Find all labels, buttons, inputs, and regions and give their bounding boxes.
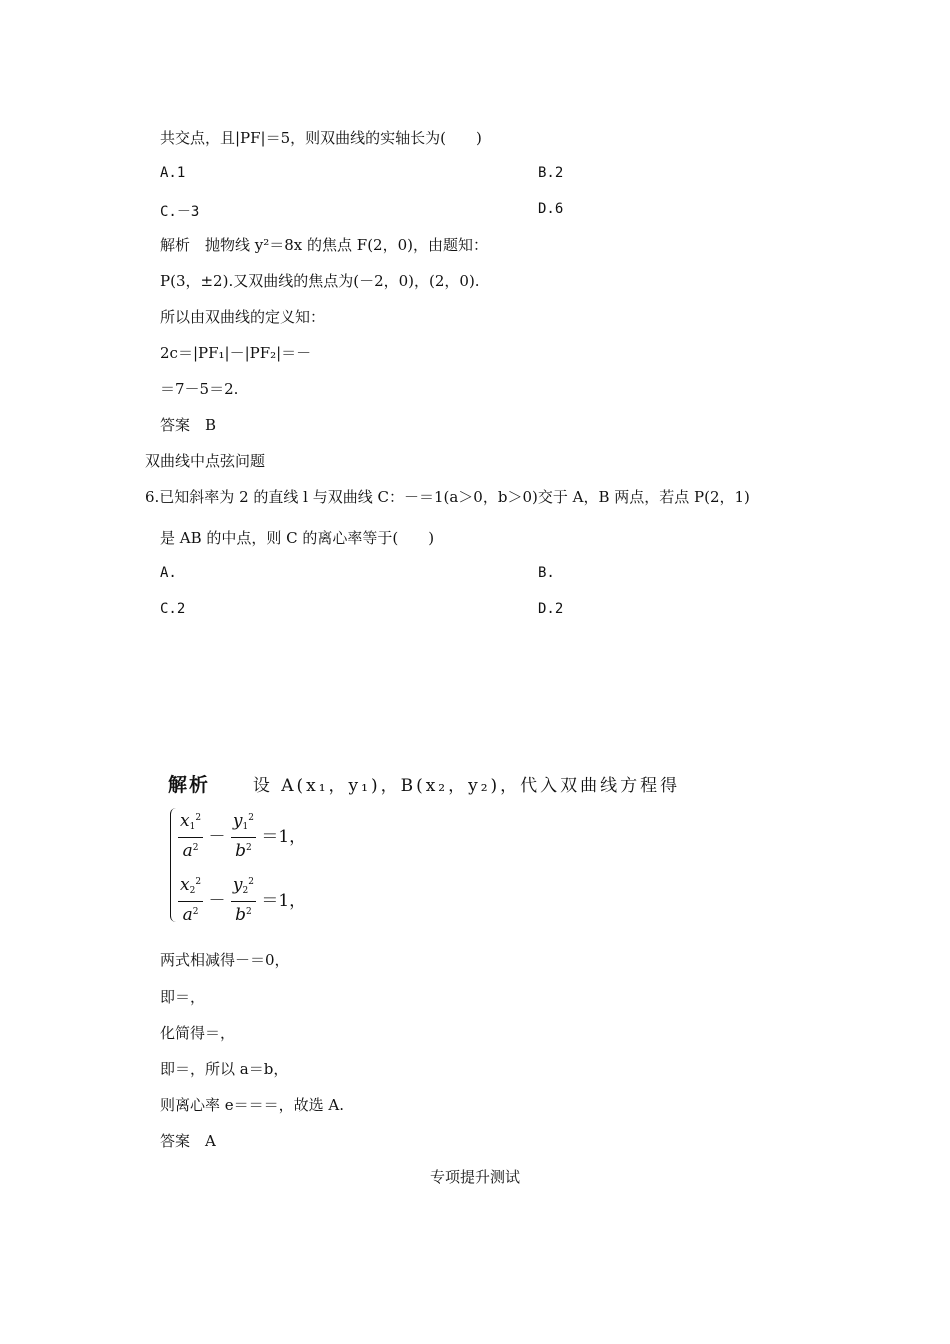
q5-solution-line-5: ＝7－5＝2. (160, 380, 239, 398)
q5-option-d: D.6 (538, 201, 564, 217)
q6-stem-line-2: 是 AB 的中点，则 C 的离心率等于( ) (160, 529, 435, 547)
q6-solution-line-2: 即＝， (160, 988, 206, 1006)
q5-solution-line-2: P(3，±2).又双曲线的焦点为(－2，0)，(2，0). (160, 272, 480, 290)
q6-stem-line-1: 6.已知斜率为 2 的直线 l 与双曲线 C：－＝1(a＞0，b＞0)交于 A，B 两点，若点 P(2，1) (145, 488, 750, 506)
equation-row-1-rhs: ＝1， (261, 827, 307, 847)
q5-option-b: B.2 (538, 165, 564, 181)
q5-solution-line-3: 所以由双曲线的定义知： (160, 308, 326, 326)
section-title: 双曲线中点弦问题 (145, 452, 266, 470)
q5-option-c: C.－3 (160, 204, 200, 220)
q6-option-c: C.2 (160, 601, 186, 617)
q6-solution-label: 解析 (168, 774, 211, 796)
q5-solution-line-4: 2c＝|PF₁|－|PF₂|＝－ (160, 344, 312, 362)
q6-answer: 答案 A (160, 1132, 216, 1150)
q6-option-a: A. (160, 565, 177, 581)
q5-stem: 共交点，且|PF|＝5，则双曲线的实轴长为( ) (160, 129, 482, 147)
footer-section-title: 专项提升测试 (429, 1168, 520, 1186)
q6-option-d: D.2 (538, 601, 564, 617)
q6-solution-intro-text: 设 A(x₁，y₁)，B(x₂，y₂)，代入双曲线方程得 (252, 776, 681, 796)
q5-answer: 答案 B (160, 416, 217, 434)
equation-row-2-rhs: ＝1， (261, 891, 307, 911)
equation-row-1: $\frac{x_1^2}{a^2}$ － $\frac{y_1^2}{b^2}$ ＝1， (178, 808, 306, 861)
equation-row-2: $\frac{x_2^2}{a^2}$ － $\frac{y_2^2}{b^2}$ ＝1， (178, 872, 306, 925)
q6-solution-line-3: 化简得＝， (160, 1024, 236, 1042)
q6-solution-line-5: 则离心率 e＝＝＝，故选 A. (160, 1096, 345, 1114)
q5-solution-line-1: 解析 抛物线 y²＝8x 的焦点 F(2，0)，由题知： (160, 236, 488, 254)
q6-solution-line-4: 即＝，所以 a＝b， (160, 1060, 289, 1078)
q6-solution-line-1: 两式相减得－＝0， (160, 951, 290, 969)
q5-option-a: A.1 (160, 165, 186, 181)
q6-solution-intro (168, 770, 680, 797)
q6-option-b: B. (538, 565, 555, 581)
